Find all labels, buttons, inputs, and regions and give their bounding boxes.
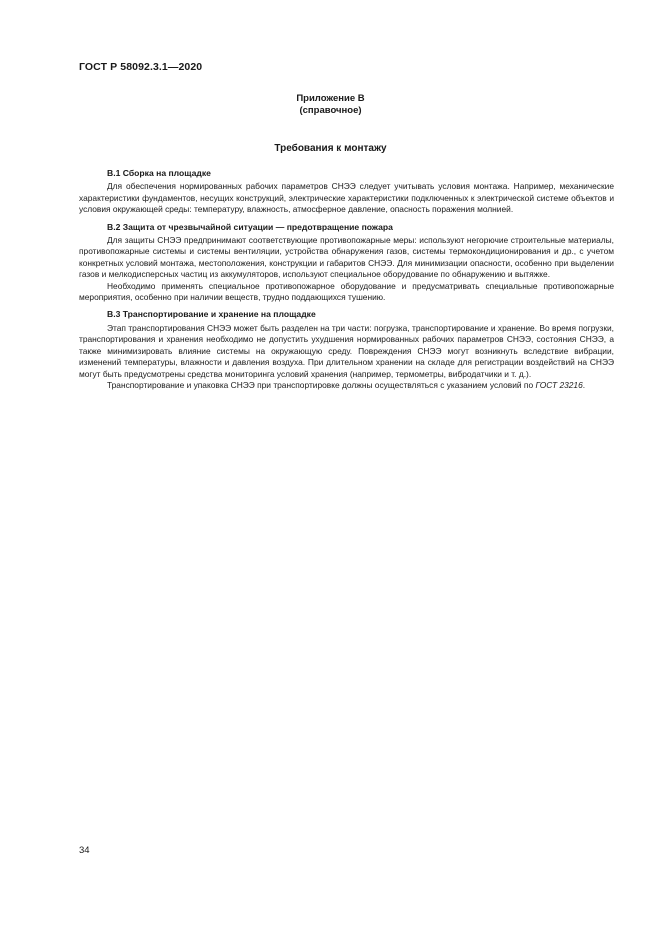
paragraph-final-end: . <box>582 379 586 390</box>
body-text <box>79 168 614 391</box>
appendix-title: Приложение В <box>296 93 365 104</box>
appendix-block <box>79 93 582 117</box>
page-number: 34 <box>79 845 90 856</box>
paragraph-final <box>79 380 614 391</box>
main-title: Требования к монтажу <box>274 143 387 154</box>
paragraph-final-text: Транспортирование и упаковка СНЭЭ при транспортировке должны осуществляться с указанием условий по <box>107 379 536 390</box>
section-heading-b1: В.1 Сборка на площадке <box>107 168 211 178</box>
paragraph: Для обеспечения нормированных рабочих параметров СНЭЭ следует учитывать условия монтажа. Например, механические характеристики фундаментов, несущих конструкций, электрические характеристики подключенных к электрической системе объектов и условия окружающей среды: температуру, влажность, атмосферное давление, опасность поражения молнией. <box>79 181 614 215</box>
standard-code: ГОСТ Р 58092.3.1—2020 <box>79 61 203 73</box>
paragraph: Этап транспортирования СНЭЭ может быть разделен на три части: погрузка, транспортирование и хранение. Во время погрузки, транспортирования и хранения необходимо не допустить ухудшения нормированных рабочих параметров СНЭЭ, состояния СНЭЭ, а также минимизировать влияние системы на окружающую среду. Повреждения СНЭЭ могут возникнуть вследствие вибрации, изменений температуры, влажности и давления воздуха. При длительном хранении на складе для регистрации воздействий на СНЭЭ могут быть предусмотрены средства мониторинга условий хранения (например, термометры, вибродатчики и т. д.). <box>79 322 614 379</box>
paragraph: Необходимо применять специальное противопожарное оборудование и предусматривать специальные противопожарные мероприятия, особенно при наличии веществ, трудно поддающихся тушению. <box>79 280 614 303</box>
standard-reference-link: ГОСТ 23216 <box>535 379 583 390</box>
section-heading-b2: В.2 Защита от чрезвычайной ситуации — предотвращение пожара <box>107 221 393 232</box>
section-heading-b3: В.3 Транспортирование и хранение на площадке <box>107 309 316 320</box>
appendix-subtitle: (справочное) <box>299 105 362 116</box>
paragraph: Для защиты СНЭЭ предпринимают соответствующие противопожарные меры: используют негорючие строительные материалы, противопожарные системы и системы вентиляции, устройства обнаружения газов, системы термокондиционирования и др., с учетом конкретных условий монтажа, местоположения, конструкции и габаритов СНЭЭ. Для минимизации опасности, особенно при выделении газов и мелкодисперсных частиц из аккумуляторов, используют специальное оборудование по обнаружению и вытяжке. <box>79 235 614 280</box>
